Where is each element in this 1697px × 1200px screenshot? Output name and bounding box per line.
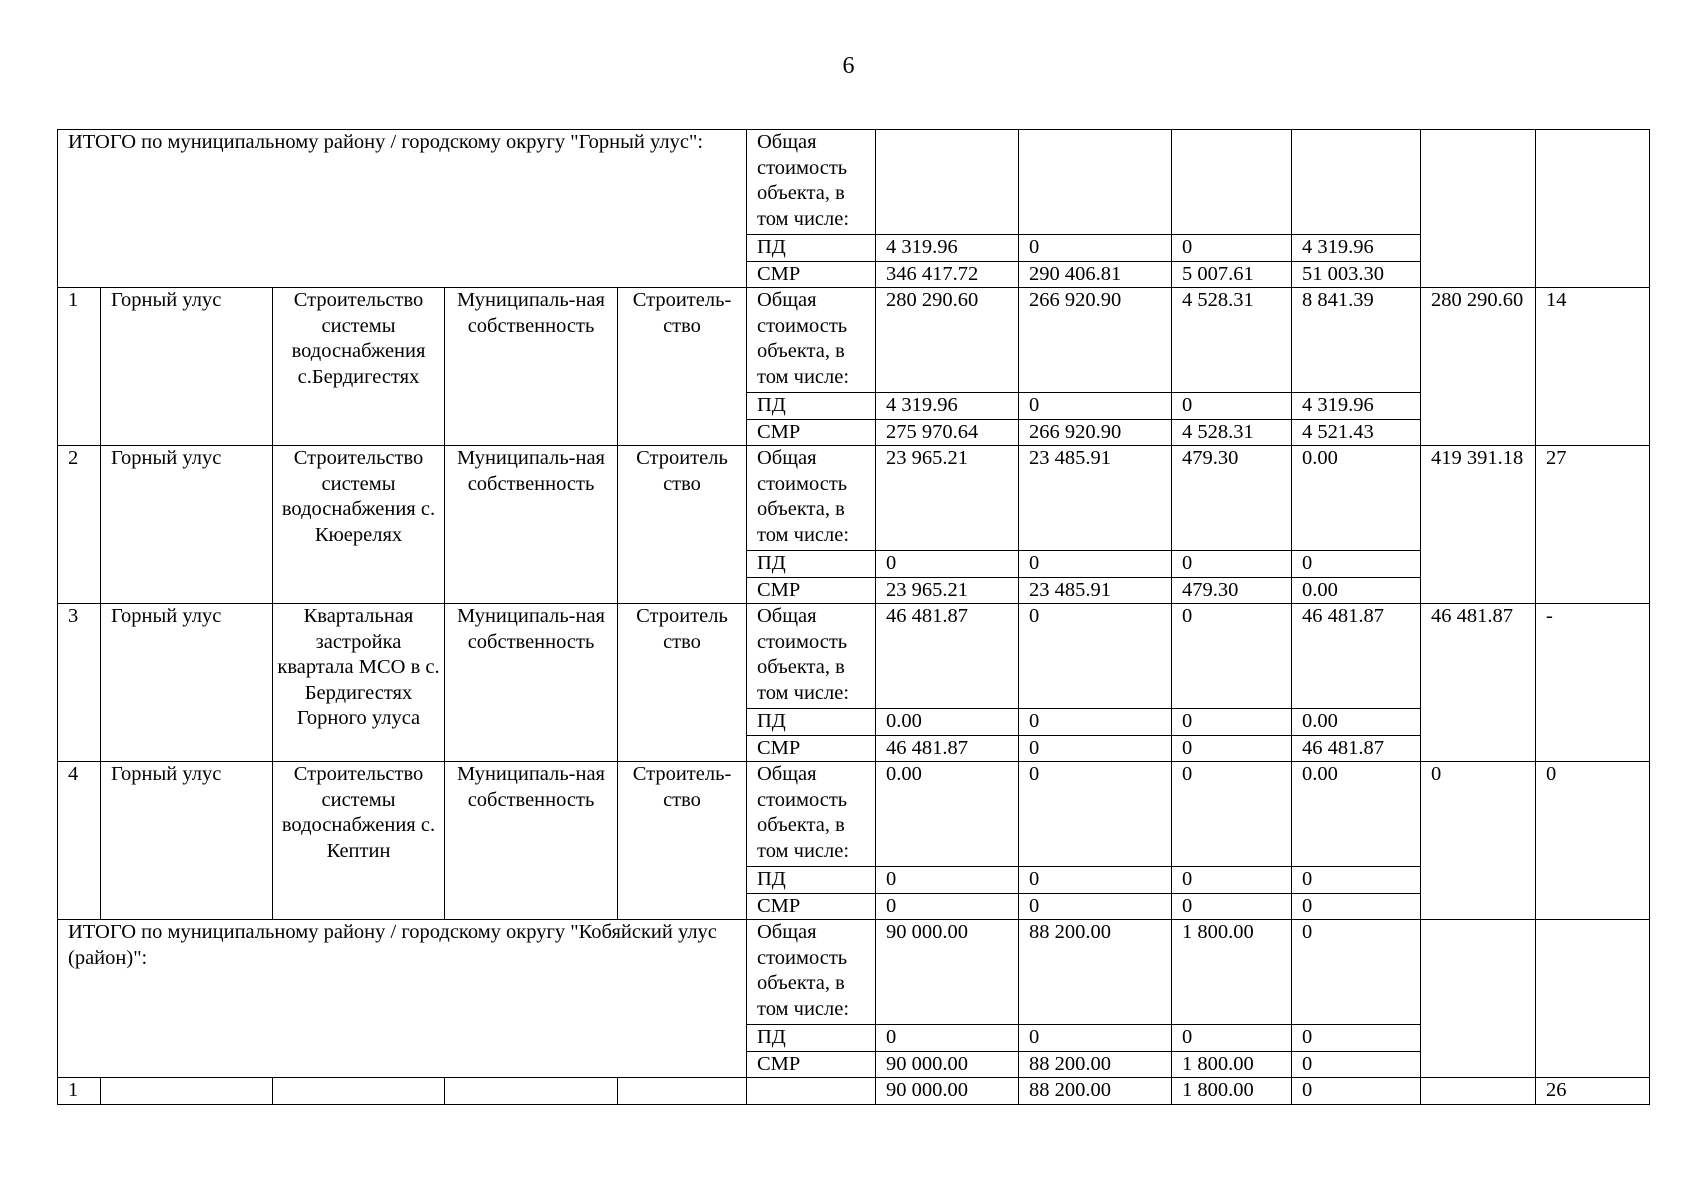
value-col11: 27 [1536,446,1650,604]
smr-value-regional: 479.30 [1172,577,1292,604]
pd-value-total: 0.00 [876,709,1019,736]
district-name: Горный улус [101,604,273,762]
value-federal [1019,130,1172,235]
smr-value-local: 0.00 [1292,577,1421,604]
smr-value-regional: 1 800.00 [1172,1051,1292,1078]
value-total: 280 290.60 [876,288,1019,393]
value-col11: - [1536,604,1650,762]
value-federal: 0 [1019,762,1172,867]
pd-label: ПД [747,867,876,894]
value-total: 0.00 [876,762,1019,867]
page-number: 6 [842,53,855,79]
value-local [1292,130,1421,235]
row-number: 3 [58,604,101,762]
pd-value-regional: 0 [1172,235,1292,262]
pd-label: ПД [747,709,876,736]
pd-value-total: 4 319.96 [876,393,1019,420]
pd-value-total: 0 [876,867,1019,894]
smr-value-federal: 88 200.00 [1019,1051,1172,1078]
pd-label: ПД [747,551,876,578]
smr-value-local: 51 003.30 [1292,261,1421,288]
cost-label: Общая стоимость объекта, в том числе: [747,604,876,709]
pd-value-total: 0 [876,1025,1019,1052]
value-total: 90 000.00 [876,920,1019,1025]
smr-value-regional: 0 [1172,893,1292,920]
value-local: 0.00 [1292,762,1421,867]
value-col10 [1421,920,1536,1078]
value-col11: 26 [1536,1078,1650,1105]
smr-value-total: 0 [876,893,1019,920]
value-federal: 266 920.90 [1019,288,1172,393]
value-regional: 0 [1172,604,1292,709]
value-total: 46 481.87 [876,604,1019,709]
smr-value-total: 275 970.64 [876,419,1019,446]
work-type: Строитель ство [618,604,747,762]
value-local: 0.00 [1292,446,1421,551]
row-number: 1 [58,1078,101,1105]
smr-value-regional: 4 528.31 [1172,419,1292,446]
smr-value-local: 4 521.43 [1292,419,1421,446]
work-type: Строитель ство [618,446,747,604]
pd-value-federal: 0 [1019,1025,1172,1052]
pd-value-regional: 0 [1172,867,1292,894]
value-local: 0 [1292,920,1421,1025]
pd-value-regional: 0 [1172,393,1292,420]
empty-cell [273,1078,445,1105]
value-regional: 0 [1172,762,1292,867]
empty-cell [445,1078,618,1105]
value-col10: 419 391.18 [1421,446,1536,604]
cost-label: Общая стоимость объекта, в том числе: [747,920,876,1025]
pd-value-total: 0 [876,551,1019,578]
ownership-type: Муниципаль-ная собственность [445,604,618,762]
cost-label: Общая стоимость объекта, в том числе: [747,130,876,235]
value-regional: 1 800.00 [1172,1078,1292,1105]
smr-value-federal: 23 485.91 [1019,577,1172,604]
value-col10: 280 290.60 [1421,288,1536,446]
row-number: 4 [58,762,101,920]
ownership-type: Муниципаль-ная собственность [445,446,618,604]
total-title: ИТОГО по муниципальному району / городскому округу "Кобяйский улус (район)": [58,920,747,1078]
pd-value-local: 4 319.96 [1292,393,1421,420]
work-type: Строитель-ство [618,288,747,446]
value-local: 8 841.39 [1292,288,1421,393]
pd-value-federal: 0 [1019,235,1172,262]
smr-value-local: 0 [1292,893,1421,920]
object-name: Квартальная застройка квартала МСО в с. Бердигестях Горного улуса [273,604,445,762]
district-name: Горный улус [101,762,273,920]
value-col10: 46 481.87 [1421,604,1536,762]
value-total [876,130,1019,235]
value-regional [1172,130,1292,235]
smr-value-regional: 0 [1172,735,1292,762]
pd-value-federal: 0 [1019,867,1172,894]
smr-value-federal: 0 [1019,893,1172,920]
smr-label: СМР [747,1051,876,1078]
value-federal: 23 485.91 [1019,446,1172,551]
pd-value-federal: 0 [1019,709,1172,736]
ownership-type: Муниципаль-ная собственность [445,288,618,446]
smr-value-local: 46 481.87 [1292,735,1421,762]
smr-label: СМР [747,577,876,604]
pd-value-local: 0 [1292,867,1421,894]
value-federal: 0 [1019,604,1172,709]
smr-value-regional: 5 007.61 [1172,261,1292,288]
value-federal: 88 200.00 [1019,920,1172,1025]
pd-label: ПД [747,1025,876,1052]
value-col10: 0 [1421,762,1536,920]
empty-cell [618,1078,747,1105]
smr-value-federal: 290 406.81 [1019,261,1172,288]
value-federal: 88 200.00 [1019,1078,1172,1105]
object-name: Строительство системы водоснабжения с.Бердигестях [273,288,445,446]
value-col11 [1536,920,1650,1078]
value-total: 23 965.21 [876,446,1019,551]
pd-value-local: 4 319.96 [1292,235,1421,262]
ownership-type: Муниципаль-ная собственность [445,762,618,920]
smr-label: СМР [747,893,876,920]
value-regional: 4 528.31 [1172,288,1292,393]
smr-label: СМР [747,261,876,288]
smr-value-total: 346 417.72 [876,261,1019,288]
district-name: Горный улус [101,288,273,446]
district-name: Горный улус [101,446,273,604]
pd-value-regional: 0 [1172,1025,1292,1052]
empty-cell [101,1078,273,1105]
empty-cell [1421,1078,1536,1105]
cost-label: Общая стоимость объекта, в том числе: [747,762,876,867]
pd-label: ПД [747,393,876,420]
smr-label: СМР [747,419,876,446]
cost-label: Общая стоимость объекта, в том числе: [747,446,876,551]
row-number: 2 [58,446,101,604]
pd-value-federal: 0 [1019,551,1172,578]
row-number: 1 [58,288,101,446]
pd-value-regional: 0 [1172,551,1292,578]
smr-value-total: 90 000.00 [876,1051,1019,1078]
value-local: 46 481.87 [1292,604,1421,709]
value-regional: 479.30 [1172,446,1292,551]
value-regional: 1 800.00 [1172,920,1292,1025]
value-col11: 0 [1536,762,1650,920]
pd-value-local: 0.00 [1292,709,1421,736]
object-name: Строительство системы водоснабжения с. Кептин [273,762,445,920]
pd-value-local: 0 [1292,1025,1421,1052]
value-total: 90 000.00 [876,1078,1019,1105]
empty-cell [747,1078,876,1105]
smr-value-total: 23 965.21 [876,577,1019,604]
value-col10 [1421,130,1536,288]
investment-table [57,129,1650,1105]
pd-value-regional: 0 [1172,709,1292,736]
pd-label: ПД [747,235,876,262]
pd-value-total: 4 319.96 [876,235,1019,262]
value-col11 [1536,130,1650,288]
smr-value-local: 0 [1292,1051,1421,1078]
total-title: ИТОГО по муниципальному району / городскому округу "Горный улус": [58,130,747,288]
pd-value-federal: 0 [1019,393,1172,420]
work-type: Строитель-ство [618,762,747,920]
object-name: Строительство системы водоснабжения с. Кюерелях [273,446,445,604]
smr-value-federal: 0 [1019,735,1172,762]
value-col11: 14 [1536,288,1650,446]
value-local: 0 [1292,1078,1421,1105]
smr-value-total: 46 481.87 [876,735,1019,762]
smr-value-federal: 266 920.90 [1019,419,1172,446]
pd-value-local: 0 [1292,551,1421,578]
cost-label: Общая стоимость объекта, в том числе: [747,288,876,393]
smr-label: СМР [747,735,876,762]
